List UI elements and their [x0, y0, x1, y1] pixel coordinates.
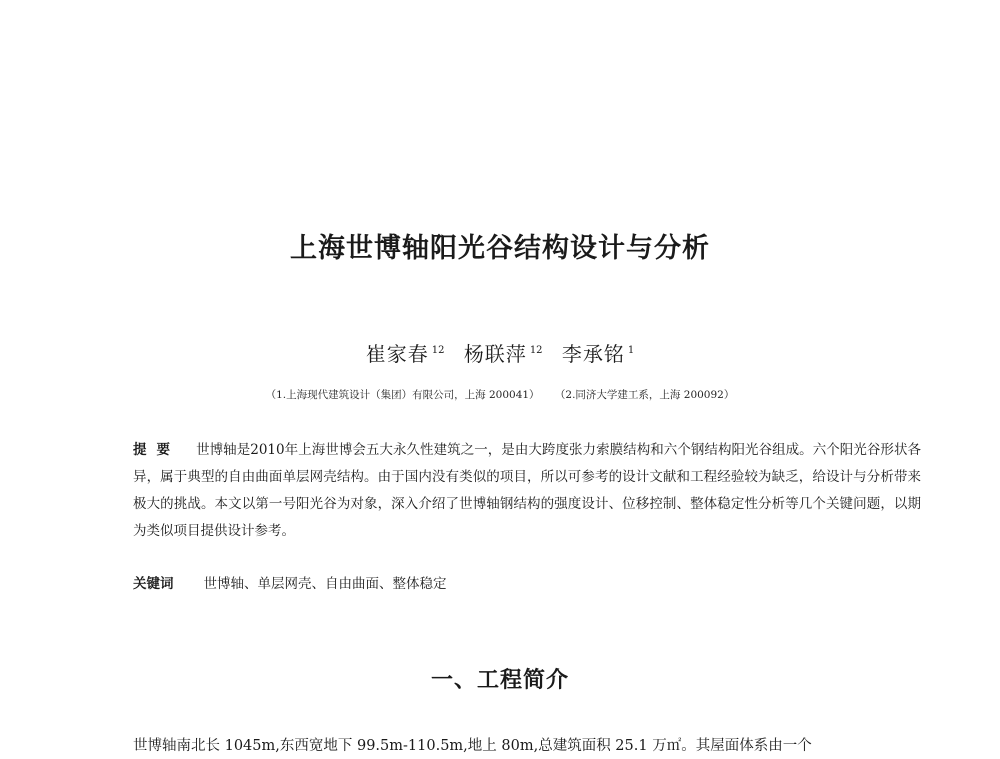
author-name: 李承铭 [561, 342, 625, 366]
author-list [0, 338, 1000, 367]
keywords-label: 关键词 [133, 576, 174, 592]
affiliation-1: （1.上海现代建筑设计（集团）有限公司，上海 200041） [265, 389, 540, 401]
abstract [133, 437, 921, 545]
keywords-text: 世博轴、单层网壳、自由曲面、整体稳定 [203, 576, 447, 592]
abstract-label: 提要 [133, 442, 181, 458]
affiliation-2: （2.同济大学建工系，上海 200092） [554, 389, 735, 401]
author-affiliation-mark: 12 [529, 345, 543, 357]
author-1 [366, 342, 445, 366]
author-3 [562, 342, 634, 366]
author-affiliation-mark: 1 [627, 345, 635, 357]
paper-title: 上海世博轴阳光谷结构设计与分析 [290, 233, 710, 264]
affiliations [0, 387, 1000, 402]
keywords [133, 572, 447, 592]
abstract-text: 世博轴是2010年上海世博会五大永久性建筑之一，是由大跨度张力索膜结构和六个钢结构阳光谷组成。六个阳光谷形状各异，属于典型的自由曲面单层网壳结构。由于国内没有类似的项目，所以可参考的设计文献和工程经验较为缺乏，给设计与分析带来极大的挑战。本文以第一号阳光谷为对象，深入介绍了世博轴钢结构的强度设计、位移控制、整体稳定性分析等几个关键问题，以期为类似项目提供设计参考。 [133, 442, 922, 539]
section-heading: 一、工程简介 [430, 668, 569, 693]
author-2 [464, 342, 543, 366]
author-affiliation-mark: 12 [431, 345, 445, 357]
body-paragraph: 世博轴南北长 1045m,东西宽地下 99.5m-110.5m,地上 80m,总建筑面积 25.1 万㎡。其屋面体系由一个 [133, 738, 812, 754]
author-name: 杨联萍 [463, 342, 527, 366]
author-name: 崔家春 [365, 342, 429, 366]
